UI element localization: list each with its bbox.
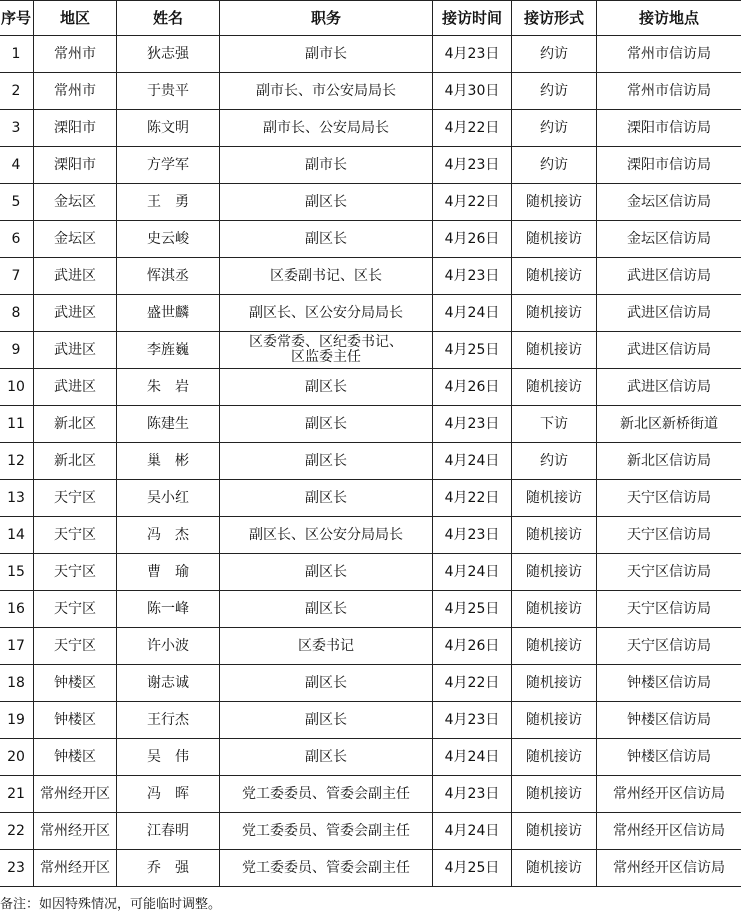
position-cell: 副区长	[220, 739, 433, 776]
index-cell: 18	[0, 665, 34, 702]
position-cell: 副区长	[220, 665, 433, 702]
table-header-row	[0, 1, 741, 36]
table-row	[0, 258, 741, 295]
region-cell: 武进区	[34, 369, 117, 406]
position-cell: 副区长	[220, 480, 433, 517]
table-row	[0, 369, 741, 406]
name-cell: 吴小红	[117, 480, 220, 517]
name-cell: 陈一峰	[117, 591, 220, 628]
location-cell: 天宁区信访局	[597, 554, 741, 591]
index-cell: 7	[0, 258, 34, 295]
form-cell: 约访	[512, 110, 597, 147]
name-cell: 陈文明	[117, 110, 220, 147]
form-cell: 随机接访	[512, 850, 597, 887]
date-cell: 4月26日	[433, 221, 512, 258]
location-cell: 新北区信访局	[597, 443, 741, 480]
form-cell: 约访	[512, 36, 597, 73]
date-cell: 4月30日	[433, 73, 512, 110]
table-row	[0, 776, 741, 813]
form-cell: 随机接访	[512, 221, 597, 258]
form-cell: 随机接访	[512, 665, 597, 702]
location-cell: 钟楼区信访局	[597, 702, 741, 739]
index-cell: 16	[0, 591, 34, 628]
region-cell: 常州经开区	[34, 813, 117, 850]
location-cell: 常州经开区信访局	[597, 776, 741, 813]
region-cell: 天宁区	[34, 517, 117, 554]
region-cell: 常州经开区	[34, 850, 117, 887]
position-cell: 副市长	[220, 36, 433, 73]
name-cell: 史云峻	[117, 221, 220, 258]
table-row	[0, 850, 741, 887]
name-cell: 李旌巍	[117, 332, 220, 369]
location-cell: 金坛区信访局	[597, 221, 741, 258]
form-cell: 下访	[512, 406, 597, 443]
date-cell: 4月26日	[433, 628, 512, 665]
table-row	[0, 332, 741, 369]
region-cell: 天宁区	[34, 591, 117, 628]
name-cell: 陈建生	[117, 406, 220, 443]
index-cell: 17	[0, 628, 34, 665]
index-cell: 11	[0, 406, 34, 443]
date-cell: 4月25日	[433, 332, 512, 369]
position-cell: 副区长	[220, 221, 433, 258]
region-cell: 常州市	[34, 73, 117, 110]
header-region: 地区	[34, 1, 117, 36]
header-form: 接访形式	[512, 1, 597, 36]
index-cell: 13	[0, 480, 34, 517]
location-cell: 天宁区信访局	[597, 591, 741, 628]
position-cell: 区委书记	[220, 628, 433, 665]
date-cell: 4月23日	[433, 258, 512, 295]
name-cell: 于贵平	[117, 73, 220, 110]
table-row	[0, 443, 741, 480]
table-row	[0, 813, 741, 850]
location-cell: 天宁区信访局	[597, 480, 741, 517]
position-cell: 党工委委员、管委会副主任	[220, 776, 433, 813]
name-cell: 王行杰	[117, 702, 220, 739]
form-cell: 随机接访	[512, 554, 597, 591]
name-cell: 冯 杰	[117, 517, 220, 554]
header-location: 接访地点	[597, 1, 741, 36]
form-cell: 随机接访	[512, 480, 597, 517]
table-row	[0, 517, 741, 554]
form-cell: 约访	[512, 443, 597, 480]
date-cell: 4月23日	[433, 147, 512, 184]
form-cell: 随机接访	[512, 628, 597, 665]
table-row	[0, 221, 741, 258]
region-cell: 新北区	[34, 406, 117, 443]
location-cell: 常州市信访局	[597, 36, 741, 73]
table-body	[0, 36, 741, 887]
table-row	[0, 295, 741, 332]
position-cell: 副区长	[220, 702, 433, 739]
name-cell: 冯 晖	[117, 776, 220, 813]
index-cell: 14	[0, 517, 34, 554]
location-cell: 钟楼区信访局	[597, 739, 741, 776]
index-cell: 21	[0, 776, 34, 813]
position-cell: 党工委委员、管委会副主任	[220, 813, 433, 850]
region-cell: 常州经开区	[34, 776, 117, 813]
position-cell: 副区长	[220, 184, 433, 221]
location-cell: 常州市信访局	[597, 73, 741, 110]
name-cell: 狄志强	[117, 36, 220, 73]
name-cell: 吴 伟	[117, 739, 220, 776]
position-cell: 区委副书记、区长	[220, 258, 433, 295]
name-cell: 王 勇	[117, 184, 220, 221]
table-row	[0, 554, 741, 591]
date-cell: 4月25日	[433, 850, 512, 887]
date-cell: 4月22日	[433, 480, 512, 517]
position-cell: 副区长	[220, 406, 433, 443]
form-cell: 约访	[512, 73, 597, 110]
index-cell: 8	[0, 295, 34, 332]
location-cell: 天宁区信访局	[597, 628, 741, 665]
table-row	[0, 110, 741, 147]
form-cell: 约访	[512, 147, 597, 184]
table-row	[0, 702, 741, 739]
index-cell: 12	[0, 443, 34, 480]
position-cell: 副区长	[220, 591, 433, 628]
date-cell: 4月26日	[433, 369, 512, 406]
region-cell: 武进区	[34, 258, 117, 295]
location-cell: 金坛区信访局	[597, 184, 741, 221]
date-cell: 4月23日	[433, 776, 512, 813]
position-cell: 副区长	[220, 554, 433, 591]
date-cell: 4月22日	[433, 665, 512, 702]
date-cell: 4月23日	[433, 517, 512, 554]
date-cell: 4月24日	[433, 813, 512, 850]
header-index: 序号	[0, 1, 34, 36]
form-cell: 随机接访	[512, 332, 597, 369]
location-cell: 溧阳市信访局	[597, 110, 741, 147]
form-cell: 随机接访	[512, 517, 597, 554]
header-date: 接访时间	[433, 1, 512, 36]
name-cell: 许小波	[117, 628, 220, 665]
region-cell: 天宁区	[34, 480, 117, 517]
position-cell: 副市长、市公安局局长	[220, 73, 433, 110]
index-cell: 4	[0, 147, 34, 184]
index-cell: 23	[0, 850, 34, 887]
form-cell: 随机接访	[512, 739, 597, 776]
position-cell: 副区长、区公安分局局长	[220, 295, 433, 332]
position-cell: 副市长	[220, 147, 433, 184]
name-cell: 乔 强	[117, 850, 220, 887]
date-cell: 4月25日	[433, 591, 512, 628]
table-row	[0, 480, 741, 517]
footnote: 备注：如因特殊情况，可能临时调整。	[0, 897, 222, 912]
date-cell: 4月24日	[433, 739, 512, 776]
date-cell: 4月23日	[433, 36, 512, 73]
date-cell: 4月22日	[433, 110, 512, 147]
index-cell: 15	[0, 554, 34, 591]
name-cell: 谢志诚	[117, 665, 220, 702]
header-name: 姓名	[117, 1, 220, 36]
name-cell: 朱 岩	[117, 369, 220, 406]
region-cell: 金坛区	[34, 221, 117, 258]
location-cell: 常州经开区信访局	[597, 850, 741, 887]
table-row	[0, 147, 741, 184]
location-cell: 新北区新桥街道	[597, 406, 741, 443]
form-cell: 随机接访	[512, 295, 597, 332]
table-row	[0, 591, 741, 628]
region-cell: 溧阳市	[34, 147, 117, 184]
location-cell: 钟楼区信访局	[597, 665, 741, 702]
position-cell: 副区长	[220, 443, 433, 480]
position-cell: 副区长、区公安分局局长	[220, 517, 433, 554]
table-row	[0, 73, 741, 110]
table-row	[0, 406, 741, 443]
index-cell: 6	[0, 221, 34, 258]
region-cell: 溧阳市	[34, 110, 117, 147]
region-cell: 天宁区	[34, 628, 117, 665]
date-cell: 4月22日	[433, 184, 512, 221]
region-cell: 武进区	[34, 332, 117, 369]
name-cell: 巢 彬	[117, 443, 220, 480]
region-cell: 金坛区	[34, 184, 117, 221]
position-cell: 党工委委员、管委会副主任	[220, 850, 433, 887]
date-cell: 4月23日	[433, 406, 512, 443]
index-cell: 5	[0, 184, 34, 221]
location-cell: 武进区信访局	[597, 258, 741, 295]
index-cell: 10	[0, 369, 34, 406]
index-cell: 2	[0, 73, 34, 110]
name-cell: 恽淇丞	[117, 258, 220, 295]
date-cell: 4月24日	[433, 295, 512, 332]
form-cell: 随机接访	[512, 813, 597, 850]
name-cell: 江春明	[117, 813, 220, 850]
table-row	[0, 36, 741, 73]
region-cell: 钟楼区	[34, 702, 117, 739]
region-cell: 武进区	[34, 295, 117, 332]
location-cell: 武进区信访局	[597, 369, 741, 406]
region-cell: 新北区	[34, 443, 117, 480]
form-cell: 随机接访	[512, 702, 597, 739]
index-cell: 9	[0, 332, 34, 369]
name-cell: 盛世麟	[117, 295, 220, 332]
location-cell: 溧阳市信访局	[597, 147, 741, 184]
form-cell: 随机接访	[512, 369, 597, 406]
form-cell: 随机接访	[512, 258, 597, 295]
table-row	[0, 665, 741, 702]
name-cell: 曹 瑜	[117, 554, 220, 591]
location-cell: 天宁区信访局	[597, 517, 741, 554]
table-row	[0, 739, 741, 776]
form-cell: 随机接访	[512, 591, 597, 628]
index-cell: 19	[0, 702, 34, 739]
index-cell: 22	[0, 813, 34, 850]
index-cell: 3	[0, 110, 34, 147]
position-cell: 副市长、公安局局长	[220, 110, 433, 147]
region-cell: 常州市	[34, 36, 117, 73]
name-cell: 方学军	[117, 147, 220, 184]
form-cell: 随机接访	[512, 184, 597, 221]
table-row	[0, 184, 741, 221]
date-cell: 4月23日	[433, 702, 512, 739]
index-cell: 1	[0, 36, 34, 73]
location-cell: 常州经开区信访局	[597, 813, 741, 850]
location-cell: 武进区信访局	[597, 295, 741, 332]
date-cell: 4月24日	[433, 443, 512, 480]
date-cell: 4月24日	[433, 554, 512, 591]
position-cell: 区委常委、区纪委书记、 区监委主任	[220, 332, 433, 369]
position-cell: 副区长	[220, 369, 433, 406]
header-position: 职务	[220, 1, 433, 36]
table-row	[0, 628, 741, 665]
region-cell: 天宁区	[34, 554, 117, 591]
region-cell: 钟楼区	[34, 665, 117, 702]
index-cell: 20	[0, 739, 34, 776]
location-cell: 武进区信访局	[597, 332, 741, 369]
region-cell: 钟楼区	[34, 739, 117, 776]
form-cell: 随机接访	[512, 776, 597, 813]
